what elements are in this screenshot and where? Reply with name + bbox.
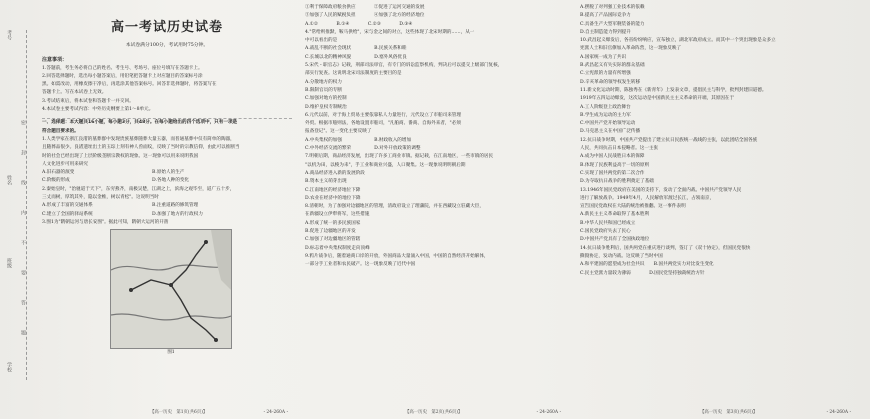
option: B.注重道路的修筑管理 — [152, 203, 199, 209]
text-line: C.长城以北的精神风貌 D.塞外风俗优良 — [305, 54, 407, 60]
text-line: A.新民主主义革命取得了基本胜利 — [580, 212, 650, 218]
margin-label-school: 学校 — [6, 362, 12, 372]
margin-label-exam-number: 考号 — [6, 30, 12, 40]
seal-char: 密 — [20, 120, 26, 125]
question-line: 人文化进步可用来研究 — [42, 161, 88, 167]
text-line: D.马克思主义在中国广泛传播 — [580, 129, 641, 135]
question-line: 2.秦始皇时，"治驰道于天下"，东穷燕齐，南极吴楚，江湖之上，滨海之观毕至，道广五十步， — [42, 186, 235, 192]
binding-margin — [0, 0, 38, 419]
text-line: D.农业在经济中的地位下降 — [305, 195, 361, 201]
text-line: D.为夺取抗日战争的胜利奠定了基础 — [580, 179, 654, 185]
text-line: C.具备生产大型军舰装备的能力 — [580, 21, 645, 27]
text-line: 10.武昌起义爆发后，各省纷纷响应，宣布独立，湖北军政府成立。而其中一个突出现象是众多立 — [580, 38, 776, 44]
exam-subtitle: 本试卷满分100分，考试用时75分钟。 — [125, 43, 209, 48]
text-line: 宪派人士和旧官僚加入革命阵营，这一现象反映了 — [580, 46, 682, 52]
note-line: 黑。如需改动，用橡皮擦干净后，再选涂其他答案标号。回答非选择题时，将答案写在 — [42, 82, 217, 88]
question-line: 三丈而树，厚筑其外，隐以金椎，树以青松"。这说明当时 — [42, 195, 159, 201]
text-line: B.提高了产品国际竞争力 — [580, 13, 631, 19]
page-2-footer: 【高一历史 第2页(共6页)】 — [405, 410, 463, 415]
text-line: A.国家统一成为了共识 — [580, 54, 627, 60]
text-line: A.工人阶级登上政治舞台 — [580, 104, 631, 110]
seal-dashed-line — [26, 30, 27, 380]
text-line: A.形成了统一的多民族国家 — [305, 220, 361, 226]
canal-map-figure — [110, 229, 232, 355]
text-line: 进行了解放战争。1949年4月，人民解放军渡过长江，占领南京， — [580, 195, 715, 201]
page-3-code: ・24-260A・ — [825, 410, 853, 415]
seal-char: 内 — [20, 210, 26, 215]
text-line: 撕毁协定，发动内战。这反映了当时中国 — [580, 253, 663, 259]
text-line: 1919年五四运动爆发，这次运动是中国新民主主义革命的开端，其原因在于 — [580, 96, 735, 102]
text-line: 部实行复查。这说明北宋司法制度的主要目的是 — [305, 71, 402, 77]
text-line: 宣告国民党政权在大陆的统治被推翻。这一事件表明 — [580, 204, 686, 210]
text-line: D.中国共产党具有了全国执政地位 — [580, 237, 650, 243]
text-line: 中可以看出的是 — [305, 38, 338, 44]
text-line: 8.清朝时，为了加强对边疆地区的管理，清政府设立了理藩院，并在西藏设立驻藏大臣， — [305, 204, 484, 210]
text-line: B.体现了民族利益高于一切的原则 — [580, 162, 650, 168]
text-line: ③加强了人民的赋税负担 ④加强了北方的经济地位 — [305, 13, 425, 19]
text-line: 人民，共同抗击日本侵略者。这一主张 — [580, 146, 659, 152]
option: A.旧石器的演变 — [42, 170, 75, 176]
text-line: D.辛亥革命的领导权发生转移 — [580, 79, 641, 85]
options-row — [42, 169, 292, 177]
question-line: 3.图1为"隋朝运河与唐长安图"。据此可知，隋朝大运河的开凿 — [42, 219, 169, 225]
text-line: A.战乱不断的社会现状 B.民族关系和睦 — [305, 46, 407, 52]
text-line: A.商品经济进入新的发展阶段 — [305, 170, 365, 176]
page-1-footer: 【高一历史 第1页(共6页)】 — [150, 410, 208, 415]
text-line: D.自主制造能力得到提升 — [580, 29, 631, 35]
margin-label-name: 姓名 — [6, 175, 12, 185]
seal-char: 线 — [20, 180, 26, 185]
options-row — [42, 211, 292, 219]
text-line: ①利于保障政府粮食供应 ②促进了运河交通的发展 — [305, 5, 425, 10]
canal-map-drawing — [111, 230, 231, 348]
text-line: C.实现了国共两党的第二次合作 — [580, 170, 645, 176]
seal-char: 封 — [20, 150, 26, 155]
notes-heading: 注意事项： — [42, 57, 68, 64]
seal-char: 不 — [20, 240, 26, 245]
section-heading-2: 符合题目要求的。 — [42, 128, 79, 134]
note-line: 1.答题前，考生务必将自己的姓名、考生号、考场号、座位号填写在答题卡上。 — [42, 65, 203, 71]
text-line: B.中华人民共和国已经成立 — [580, 220, 636, 226]
note-line: 2.回答选择题时，选出每小题答案后，用铅笔把答题卡上对应题目的答案标号涂 — [42, 73, 203, 79]
text-line: A.摆脱了对列强工业技术的依赖 — [580, 5, 645, 10]
page-3-column — [580, 4, 862, 278]
option: C.建立了全国的驿站系统 — [42, 211, 93, 217]
text-line: C.中国共产党开始领导运动 — [580, 121, 636, 127]
text-line: 7.明朝后期，商品经济发展，出现了许多工商业市镇。据记载，在江南地区，一些市镇的居民 — [305, 154, 494, 160]
exam-title: 高一考试历史试卷 — [110, 20, 223, 35]
question-line: 1.人类学家在浙江良渚的墓葬群中发现贵族墓葬随葬大量玉器，而普通墓葬中仅有简单的陶器， — [42, 136, 235, 142]
text-line: 在新疆设立伊犁将军，这些措施 — [305, 212, 370, 218]
note-line: 4.本试卷主要考试内容：中外历史纲要上第1～8单元。 — [42, 107, 154, 113]
question-line: 时的社会已经出现了上层阶级垄断宗教权的现象。这一现象可以用来说明我国 — [42, 153, 199, 159]
text-line: C.加强了对边疆地区的管辖 — [305, 237, 361, 243]
text-line: C.加强对地方的控制 — [305, 96, 347, 102]
option: D.加强了地方的行政权力 — [152, 211, 203, 217]
page-3-footer: 【高一历史 第3页(共6页)】 — [700, 410, 758, 415]
text-line: D.维护皇权专制统治 — [305, 104, 347, 110]
text-line: 报备登记"。这一变化主要反映了 — [305, 129, 372, 135]
figure-caption: 图1 — [167, 349, 175, 355]
seal-char: 答 — [20, 300, 26, 305]
text-line: 6.元代以前，对于海上贸易主要依靠私人力量进行，元代设立了市舶司来管理 — [305, 112, 461, 118]
text-line: 一部分手工业者和农民破产。这一现象反映了近代中国 — [305, 262, 416, 268]
text-line: B.武昌起义有失实际的群众基础 — [580, 63, 645, 69]
text-line: D.标志着中央集权制度走向顶峰 — [305, 245, 370, 251]
margin-label-class: 班级 — [6, 258, 12, 268]
options-row — [42, 202, 292, 210]
text-line: 4."常给则推黩，鞍马供给"，宋与金之间的对立，这些体现了北宋时期的……，从一 — [305, 29, 475, 35]
text-line: C.国民党政府失去了民心 — [580, 229, 631, 235]
text-line: 5.宋代・职官志》记载，刑部司法审官，有专门的诉讼监察机构，判决后可以提交上级部门复核， — [305, 63, 503, 69]
text-line: 14.抗日战争胜利后，国共两党在重庆进行谈判，签订了《双十协定》，但国民党很快 — [580, 245, 751, 251]
text-line: C.江南地区的经济地位下降 — [305, 187, 361, 193]
text-line: 12.抗日战争时期，中国共产党提出了建立抗日民族统一战线的主张，以此团结全国各族 — [580, 137, 758, 143]
text-line: A.分散地方的权力 — [305, 79, 342, 85]
text-line: B.限制官员的专断 — [305, 87, 342, 93]
text-line: C.立宪派的力量有所增强 — [580, 71, 631, 77]
text-line: 9.鸦片战争后，随着通商口岸的开放，外国商品大量涌入中国，中国的自然经济开始解体， — [305, 253, 489, 259]
seal-char: 题 — [20, 330, 26, 335]
option: B.原始人的生产 — [152, 170, 185, 176]
seal-char: 要 — [20, 270, 26, 275]
text-line: 13.1946年国民党政府在美国的支持下，发动了全面内战。中国共产党领导人民 — [580, 187, 742, 193]
text-line: B.促进了边疆地区的开发 — [305, 229, 356, 235]
text-line: "以机为田，以梭为耒"，手工业和商业兴盛，人口聚集。这一现象说明明朝后期 — [305, 162, 466, 168]
text-line: C.中外经济交流的繁荣 D.对外开放政策的调整 — [305, 146, 421, 152]
section-heading: 一、选择题：本大题共16小题，每小题3分，共48分。在每小题给出的四个选项中，只有一项是 — [42, 120, 238, 126]
page-2-code: ・24-260A・ — [535, 410, 563, 415]
text-line: A.①② B.①④ C.②③ D.③④ — [305, 21, 413, 27]
page-1-code: ・24-260A・ — [262, 410, 290, 415]
text-line: A.和平建国的愿望成为社会共识 B.国共两党实力对比发生变化 — [580, 262, 714, 268]
page-2-column — [305, 4, 565, 270]
text-line: B.资本主义萌芽出现 — [305, 179, 347, 185]
text-line: A.成为中国人民战胜日本的保障 — [580, 154, 645, 160]
page-1-column — [42, 4, 292, 355]
text-line: 11.新文化运动时期，陈独秀在《新青年》上发表文章，提倡民主与科学，批判封建旧道德。 — [580, 87, 767, 93]
option: A.形成了丰富的交通体系 — [42, 203, 93, 209]
text-line: 外贸。根据市舶则法，各地设置市舶司，"凡舶商、番商、自海外来者，"必须 — [305, 121, 461, 127]
text-line: A.中央集权的加强 B.财政收入的增加 — [305, 137, 412, 143]
question-line: 且随葬品很少。良渚遗址出土的玉琮上刻有神人兽面纹，反映了当时的宗教信仰，由此可以推断当 — [42, 145, 240, 151]
text-line: B.学生成为运动的主力军 — [580, 112, 631, 118]
note-line: 3.考试结束后，将本试卷和答题卡一并交回。 — [42, 98, 134, 104]
text-line: C.民主党派力量较为薄弱 D.国民党坚持独裁统治方针 — [580, 270, 705, 276]
options-row — [42, 177, 292, 185]
option: C.阶级的形成 — [42, 178, 70, 184]
option: D.各地人种的变化 — [152, 178, 190, 184]
note-line: 答题卡上。写在本试卷上无效。 — [42, 90, 107, 96]
